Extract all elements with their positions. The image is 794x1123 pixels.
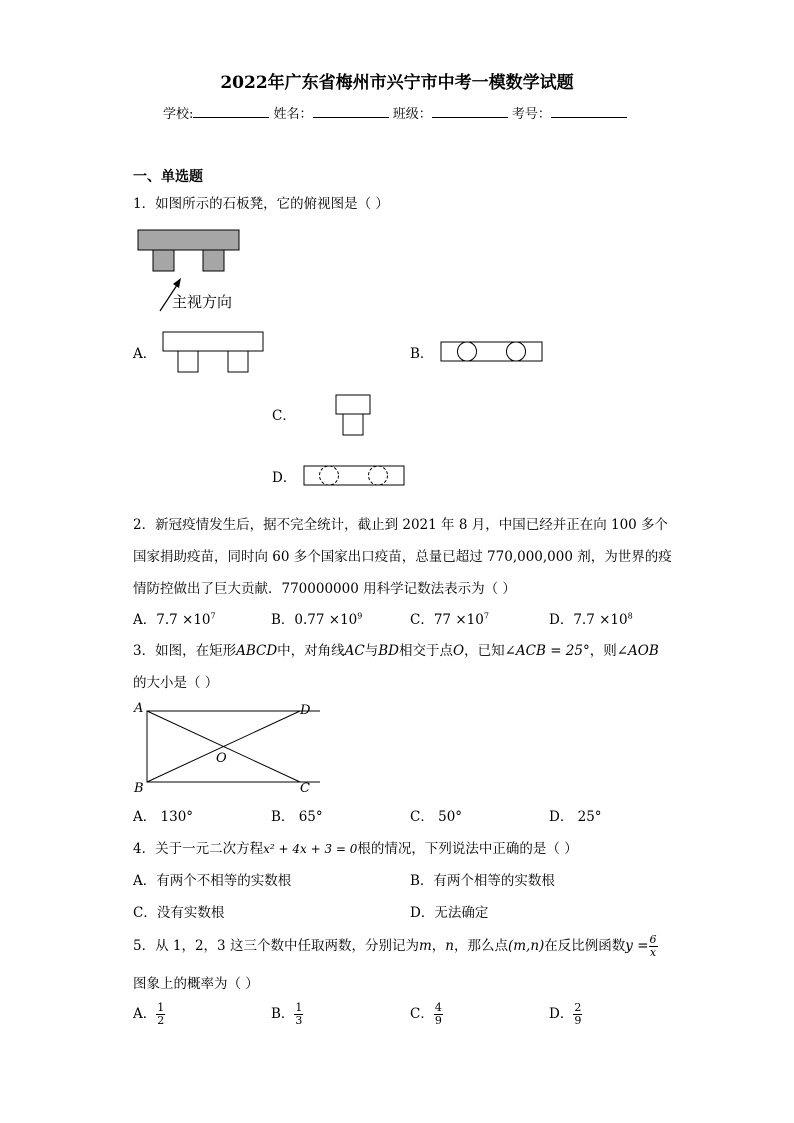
exam-no-blank [551, 105, 627, 118]
q3-text-2: 中，对角线 [277, 643, 345, 659]
q2-option-d-label: D． [549, 612, 574, 628]
q2-option-a-base: 7.7 ×10 [156, 612, 211, 628]
q3-text-3: 与 [364, 643, 379, 659]
q3-label-o: O [216, 751, 227, 766]
q2-option-d-exp: 8 [627, 611, 633, 621]
q3-math-bd: BD [378, 643, 400, 659]
q4-text-1: 4．关于一元二次方程 [133, 841, 264, 857]
q5-option-a-fraction [156, 1002, 165, 1027]
q5-math-m: m [418, 938, 432, 954]
q1-option-b-figure [440, 340, 544, 364]
q5-y-eq: y = [625, 938, 649, 954]
q5-text-1: 5．从 1，2，3 这三个数中任取两数，分别记为 [133, 938, 419, 954]
exam-no-label: 考号： [511, 107, 551, 122]
q1-option-a-figure [160, 330, 268, 376]
q2-stem-line3: 情防控做出了巨大贡献．770000000 用科学记数法表示为（ ） [133, 581, 516, 597]
q5-stem-line2: 图象上的概率为（ ） [133, 976, 259, 992]
q1-option-d-figure [301, 464, 407, 488]
q3-text-5: ，已知 [464, 643, 505, 659]
q3-option-a: A． 130° [133, 809, 194, 825]
school-label: 学校: [163, 107, 194, 122]
page-title: 2022年广东省梅州市兴宁市中考一模数学试题 [220, 73, 574, 93]
q5-option-b-den: 3 [295, 1014, 303, 1027]
q5-option-d-den: 9 [574, 1014, 582, 1027]
q3-label-a: A [134, 701, 144, 716]
q5-option-b-label: B． [271, 1006, 295, 1022]
section-heading: 一、单选题 [133, 169, 203, 185]
q3-label-b: B [134, 781, 144, 796]
q5-option-b-fraction [294, 1002, 303, 1027]
q2-stem-line1: 2．新冠疫情发生后，据不完全统计，截止到 2021 年 8 月，中国已经并正在向 100 多个 [133, 517, 669, 533]
q2-option-c [410, 608, 489, 628]
q3-option-d: D． 25° [549, 809, 602, 825]
q5-option-c-label: C． [410, 1006, 434, 1022]
q5-fn-denominator: x [649, 946, 657, 959]
q3-label-c: C [300, 781, 310, 796]
name-label: 姓名： [273, 107, 313, 122]
q3-option-c: C． 50° [410, 809, 463, 825]
q5-function-fraction [649, 934, 658, 959]
name-blank [313, 105, 389, 118]
q1-option-b-label: B． [410, 346, 434, 362]
q2-option-d [549, 608, 633, 628]
q4-option-d: D．无法确定 [410, 905, 489, 921]
q1-figure-label: 主视方向 [172, 293, 233, 311]
q3-label-d: D [300, 703, 311, 718]
q3-math-angle-acb: ∠ACB = 25° [504, 643, 590, 659]
q3-rectangle-figure [130, 700, 320, 796]
class-label: 班级： [392, 107, 432, 122]
q5-point: (m,n) [507, 938, 545, 954]
q2-option-a [133, 608, 216, 628]
q5-option-a-num: 1 [157, 1001, 165, 1014]
q2-option-c-base: 77 ×10 [433, 612, 484, 628]
q5-text-2: ，那么点 [453, 938, 508, 954]
q3-math-angle-aob: ∠AOB [616, 643, 659, 659]
q5-option-d-label: D． [549, 1006, 574, 1022]
q5-option-c-den: 9 [434, 1014, 442, 1027]
q1-stem: 1．如图所示的石板凳，它的俯视图是（ ） [133, 196, 389, 212]
q2-option-a-label: A． [133, 612, 157, 628]
q5-option-b-num: 1 [295, 1001, 303, 1014]
q4-option-a: A．有两个不相等的实数根 [133, 873, 292, 889]
q2-option-b-exp: 9 [357, 611, 363, 621]
q1-option-c-label: C． [272, 408, 296, 424]
q5-sep: ， [431, 938, 446, 954]
q3-math-ac: AC [344, 643, 365, 659]
q3-text-4: 相交于点 [399, 643, 454, 659]
q5-option-c [410, 1002, 443, 1027]
q3-option-b: B． 65° [271, 809, 323, 825]
q3-math-abcd: ABCD [236, 643, 278, 659]
q4-equation: x² + 4x + 3 = 0 [263, 842, 358, 856]
q2-option-c-exp: 7 [483, 611, 489, 621]
q5-math-n: n [445, 938, 454, 954]
q2-option-b [271, 608, 362, 628]
q5-option-d-fraction [573, 1002, 582, 1027]
q2-stem-line2: 国家捐助疫苗，同时向 60 多个国家出口疫苗，总量已超过 770,000,000 剂，为世界的疫 [133, 549, 672, 565]
q4-option-c: C．没有实数根 [133, 905, 225, 921]
q4-text-2: 根的情况，下列说法中正确的是（ ） [357, 841, 578, 857]
q5-option-d-num: 2 [574, 1001, 582, 1014]
q5-option-a-label: A． [133, 1006, 157, 1022]
student-info-line [163, 103, 627, 122]
q2-option-b-label: B． [271, 612, 295, 628]
q4-stem [133, 837, 578, 857]
q2-option-c-label: C． [410, 612, 434, 628]
school-blank [193, 105, 269, 118]
q3-text-6: ，则 [589, 643, 617, 659]
q3-stem-line2: 的大小是（ ） [133, 675, 219, 691]
q5-text-3: 在反比例函数 [544, 938, 626, 954]
q2-option-d-base: 7.7 ×10 [573, 612, 628, 628]
q1-option-d-label: D． [272, 470, 297, 486]
q5-option-a [133, 1002, 165, 1027]
q5-option-d [549, 1002, 582, 1027]
q3-math-o: O [453, 643, 465, 659]
q5-option-c-fraction [434, 1002, 443, 1027]
q5-option-a-den: 2 [157, 1014, 165, 1027]
q5-option-b [271, 1002, 303, 1027]
q4-option-b: B．有两个相等的实数根 [410, 873, 555, 889]
q3-stem-line1 [133, 639, 659, 659]
q5-option-c-num: 4 [434, 1001, 442, 1014]
q2-option-b-base: 0.77 ×10 [294, 612, 358, 628]
q5-fn-numerator: 6 [649, 933, 657, 946]
q3-text-1: 3．如图，在矩形 [133, 643, 237, 659]
class-blank [432, 105, 508, 118]
q1-option-a-label: A． [133, 346, 157, 362]
q2-option-a-exp: 7 [210, 611, 216, 621]
q1-option-c-figure [333, 393, 373, 439]
q5-stem-line1 [133, 934, 658, 959]
